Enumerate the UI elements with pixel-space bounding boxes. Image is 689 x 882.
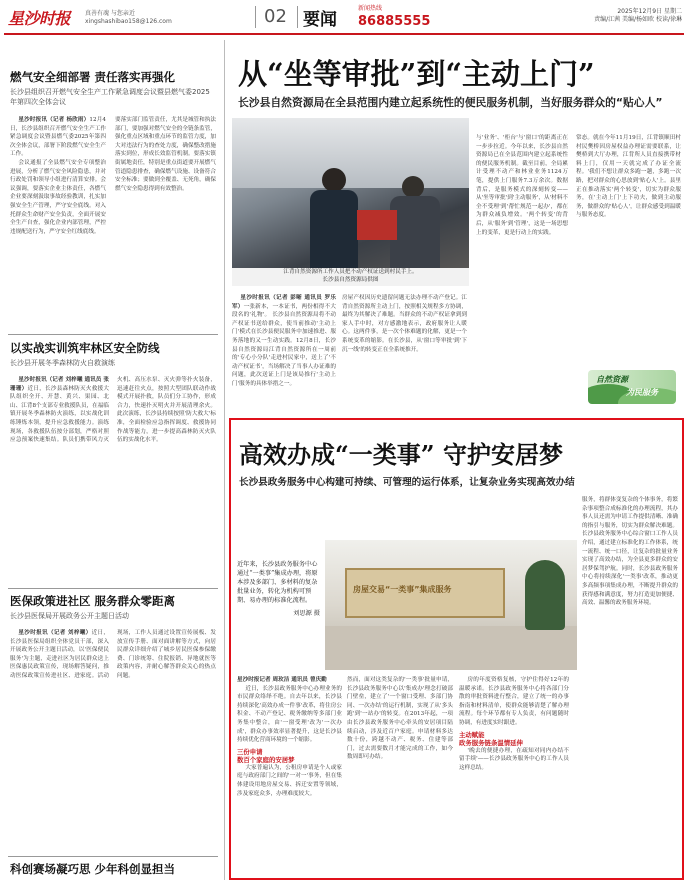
article-1-col1 <box>10 116 106 366</box>
editor-line: 责编/江茜 美编/杨如欧 校读/徐琳 <box>594 16 682 23</box>
feature-byline: 星沙时报记者 周玫洁 通讯员 曾庆勤 <box>237 677 327 683</box>
article-2-text: 近日，长沙县森林防灭火救援大队组织全开、开慧、黄兴、果园、北山、江背8个支部专业救援队员，在福临镇开展冬季森林防火演练，以实战化训练锤炼本领，提升应急救援能力。演练现场，各救援队伍按分部划，严格对照应急预案快速集结。队员们携带风力灭火机、高压水泵、灭火弹等扑火装备，迅速赶往火点，按照大型团队联动作战模式开展扑救，队员们分工协作，形成合力，快速扑灭明火并开展清理余火。此次演练，长沙县持续按照'防大救大'标准，全面检验应急指挥调度、救援协同作战等能力，进一步提高森林防灭火队伍的实战化水平。 <box>10 377 216 444</box>
article-1-col2: 要落实部门监管责任，尤其是城管和执法部门，要加强对燃气安全的全链条监管，强化重点区域和重点环节的监管力度，加大对违法行为的查处力度，确保整改措施落实到位，形成长效监管机制。要落实镇街属地责任，特别是重点街道要开展燃气管道隐患排查，确保燃气设施、设备符合安全标准；要做到全覆盖、无死角，确保燃气安全隐患得到有效整治。 <box>115 117 216 192</box>
badge-label: 自然资源 <box>596 375 628 384</box>
feature-subhead: 政务服务链条温情延伸 <box>459 738 523 747</box>
feature-title: 高效办成“一类事” 守护安居梦 <box>239 440 563 469</box>
photo-ceiling <box>232 118 469 188</box>
date-line: 2025年12月9日 星期二 <box>617 8 682 15</box>
lead-col3: 与'业务'、'柜台'与'窗口'的距离正在一步步拉近。今年以来，长沙县自然资源局已在全县范围内建立起系统性的便民服务机制。截至目前，全局累计受理不动产和林业业务1124万笔，提供上门服务7.3万余次。数据背后，是服务模式的深刻转变——从'坐等审批'到'主动服务'，从'材料不全不受理'到'帮忙规范一起办'，都在为群众减负增效。'两个转变'的背后，从'服务'到'管理'，这是一场思想上的变革，更是行动上的实践。 <box>476 135 568 236</box>
feature-photo <box>325 540 577 670</box>
divider <box>8 856 218 857</box>
feature-col2: 然而，面对这类复杂的'一类事'批量申请，长沙县政务服务中心以'集成办'理念打破部门壁垒，建立了'一个窗口受理、多部门协同、一次办结'的运行机制，实现了从'多头跑'到'一站办'的转变。在2013年起，一项由长沙县政务服务中心牵头的安居项目陆续启动，涉及近百户家庭。申请材料多达数十份，跨越不动产、税务、住建等部门，过去需要数月才能完成的工作，如今数周即可办结。 <box>347 677 453 761</box>
photo-caption-text: 近年来，长沙县政务服务中心通过“一类事”集成办理，将原本涉及多部门、多材料的复杂批量业务，转化为机构可预期、易办理的标准化流程。 <box>237 561 318 604</box>
lead-col1 <box>232 294 336 412</box>
article-1-text: 会议通报了全县燃气安全专项整治进展，分析了燃气安全风险隐患，并对行政处罚和领导小组进行清算安排。会议强调，要落实企业主体责任，各燃气企业要深刻汲取事故经验教训，扎实加强安全生产管理，严守安全底线。对入托群众生命财产安全负责，全面开展安全生产自查，强化企业内部管理，严控违规配送行为，严守安全红线底线。 <box>10 159 106 235</box>
masthead <box>0 0 689 38</box>
feature-text: '晚去的便捷办理，在疏知对同内办结不留手续'——长沙县政务服务中心的工作人员这样总结。 <box>459 747 569 771</box>
feature-text: 房的年度资格复核，守护住得好12年的温暖承诺。长沙县政务服务中心将各部门分散的审批资料进行整合，建立了统一的办事指南和材料清单，使群众能够清楚了解办理流程。每个环节都有专人负责，有问题随时协调，有进度实时跟进。 <box>459 677 569 726</box>
header-divider <box>255 6 256 28</box>
header-divider <box>297 6 298 28</box>
divider <box>8 588 218 589</box>
photo-signage: 房屋交易“一类事”集成服务 <box>353 585 452 594</box>
photo-person-body <box>310 190 358 278</box>
article-3-title: 医保政策进社区 服务群众零距离 <box>10 594 176 608</box>
lead-col4: 常态。就在今年11月19日，江背镇顺田村村民樊桥因房屋权益办理证需要联系，让樊桥到大厅办理，江背所人员直接携带材料上门，仅用一天就完成了办证全流程。'我们不想让群众多跑一趟，多跑一次路，把对群众的心思放到'贴心人'上。县里正在推动落实'两个转变'，切实为群众服务，在'主动上门'上下功夫，做到主动服务，做群众的'贴心人'，让群众感受到温暖与服务态度。 <box>576 135 681 219</box>
photo-caption-line: 江背自然资源所工作人员把不动产权证送到村民手上。 <box>283 269 418 275</box>
photo-credit: 长沙县自然资源局供图 <box>322 277 379 283</box>
article-1-byline: 星沙时报讯（记者 杨欣雨） <box>18 117 90 123</box>
feature-subhead: 主动赋能 <box>459 730 485 739</box>
lead-byline: 星沙时报讯（记者 彭晰 通讯员 罗乐军） <box>232 295 336 310</box>
left-column <box>4 38 221 882</box>
column-rule <box>224 40 225 880</box>
logo-tagline <box>85 10 172 26</box>
lead-photo-caption <box>232 268 469 286</box>
feature-col3 <box>459 676 569 876</box>
feature-subhead: 数百个家庭的安居梦 <box>237 755 295 764</box>
logo-slogan: 真善有魂 与您亲近 <box>85 10 135 17</box>
article-1-text: 12月4日，长沙县组织召开燃气安全生产工作紧急调度会议暨县燃气委2025年第四次全体会议，部署下阶段燃气安全生产工作。 <box>10 117 106 158</box>
feature-subhead: 三份申请 <box>237 747 263 756</box>
photo-plant <box>525 560 565 630</box>
feature-col1 <box>237 676 342 876</box>
article-2-body <box>10 376 216 588</box>
article-1-title: 燃气安全细部署 责任落实再强化 <box>10 70 176 84</box>
newspaper-logo: 星沙时报 <box>8 9 71 28</box>
feature-text: 大家普遍认为，公租房申请是个人或家庭与政府部门之间的'一对一'事务，但在集体建设用地房屋交易、拆迁安置等领域，涉及家庭众多，办理难度较大。 <box>237 764 342 797</box>
lead-article-title: 从“坐等审批”到“主动上门” <box>238 57 595 91</box>
article-2-title: 以实战实训筑牢林区安全防线 <box>10 341 160 355</box>
article-2-byline: 星沙时报讯（记者 刘梓曦 通讯员 张珊珊） <box>10 377 109 392</box>
logo-email: xingshashibao158@126.com <box>85 18 172 25</box>
feature-text: 近日，长沙县政务服务中心办理业务的市民群众络绎不绝。自去年以来，长沙县持续深化'高效办成一件事'改革，将住房公积金、不动产登记、税务缴纳等多部门业务集中整合，由'一窗受理'改为'一次办成'，群众办事效率显著提升，这是长沙县持续优化营商环境的一个缩影。 <box>237 685 342 744</box>
lead-text: 一张新本，一本证书，两份相得不大段名的'礼物'。 长沙县自然资源局将不动产权证书送给群众，使当前推动'主动上门'模式在长沙县便民服务中加速推进、服务落地的又一生动实践。12月8日，长沙县自然资源局江背自然资源所在一周前的'专心小分队'走进村民家中，送上了'不动产权证书'，当场解决了当事人办证难的问题，此次送证上门是该局推行'主动上门'服务的具体举措之一。 <box>232 303 336 387</box>
lead-article-photo <box>232 118 469 278</box>
photo-person-head <box>322 168 346 192</box>
article-4-title: 科创赛场凝巧思 少年科创显担当 <box>10 862 176 876</box>
badge-label: 为民服务 <box>626 388 658 397</box>
hotline-number: 86885555 <box>358 14 431 29</box>
article-3-byline: 星沙时报讯（记者 刘梓曦） <box>18 630 92 636</box>
feature-subtitle: 长沙县政务服务中心构建可持续、可管理的运行体系，让复杂业务实现高效办结 <box>239 477 575 488</box>
hotline-label: 新闻热线 <box>358 5 383 12</box>
section-name: 要闻 <box>303 10 337 30</box>
article-3-subtitle: 长沙县医保局开展政务公开主题日活动 <box>10 612 129 620</box>
photo-counter <box>325 626 577 670</box>
lead-col2: 房屋产权因历史遗留问题无法办理不动产登记。江背自然资源所主动上门，按照相关规程多方协调，最终为其解决了难题。当群众的不动产权证拿到到家人手中时，对方感激地表示，政府服务让人暖心。这两件事，是一次个体难题的化解，更是一个系统变革的缩影。在长沙县，从'窗口等审批'到'下沉一线'的转变正在全系统推开。 <box>342 295 467 353</box>
header-rule <box>4 33 684 35</box>
photo-certificate <box>357 210 397 240</box>
photo-person-head <box>402 176 424 198</box>
feature-col4: 服务，将群体变复杂的个体事务，将繁杂事项整合成标准化的办理流程，其办事人员还需为申请工作提供清晰、准确的指引与服务，切实为群众解决难题。长沙县政务服务中心综合窗口工作人员介绍，通过建立标准化的工作体系，统一流程、统一口径，让复杂的批量业务实现了高效办结，为全县更多群众的安居梦保驾护航。同时，长沙县政务服务中心将持续深化'一类事'改革，推动更多高频事项集成办理，不断提升群众的获得感和满意度，努力打造更加便捷、高效、温馨的政务服务环境。 <box>582 497 678 607</box>
article-3-text: 近日，长沙县医保局组织全体党员干部，深入开展政务公开主题日活动，以'医保便民服务'为主题，走进社区为居民群众送上医保惠民政策宣传，现场解答疑问，推动医保政策宣传进社区、进家庭。活动现场，工作人员通过设置宣传展板、发放宣传手册、面对面讲解等方式，向居民群众详细介绍了城乡居民医保参保缴费、门诊统筹、住院报销、异地就医等政策内容，并耐心解答群众关心的热点问题。 <box>10 630 216 679</box>
photo-person-body <box>390 196 440 278</box>
lead-article-subtitle: 长沙县自然资源局在全县范围内建立起系统性的便民服务机制，当好服务群众的“贴心人” <box>238 96 663 109</box>
article-1-subtitle: 长沙县组织召开燃气安全生产工作紧急调度会议暨县燃气委2025年第四次全体会议 <box>10 88 210 106</box>
divider <box>8 334 218 335</box>
article-3-body <box>10 629 216 855</box>
photo-credit: 刘思源 摄 <box>293 610 320 617</box>
page-number: 02 <box>264 6 287 27</box>
article-2-subtitle: 长沙县开展冬季森林防火自救演练 <box>10 359 115 367</box>
issue-date <box>590 8 682 24</box>
green-badge <box>588 370 676 404</box>
feature-photo-caption <box>237 560 320 670</box>
